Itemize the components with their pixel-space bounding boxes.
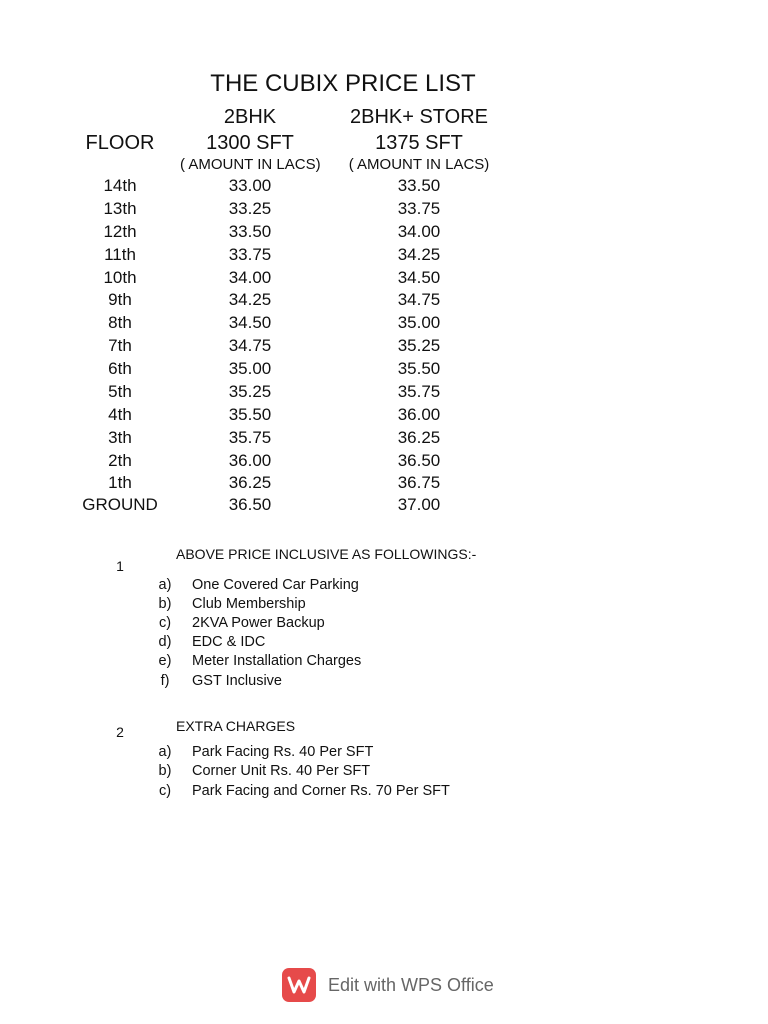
price-2bhk-cell: 35.00 [228, 359, 272, 378]
price-2bhk-store-cell: 36.00 [397, 405, 441, 424]
floor-cell: 5th [108, 382, 132, 401]
list-item-letter: f) [160, 673, 170, 689]
price-2bhk-store-cell: 36.25 [397, 428, 441, 447]
price-2bhk-cell: 36.00 [228, 451, 272, 470]
note-number: 2 [116, 724, 124, 740]
list-item [0, 673, 768, 692]
price-2bhk-store-cell: 34.25 [397, 245, 441, 264]
table-row [0, 336, 768, 359]
price-2bhk-store-cell: 35.25 [397, 336, 441, 355]
note-heading: EXTRA CHARGES [176, 718, 296, 734]
list-item-text: Club Membership [192, 596, 306, 612]
list-item [0, 763, 768, 782]
wps-watermark[interactable] [282, 968, 494, 1002]
list-item-letter: c) [158, 783, 172, 799]
list-item-text: 2KVA Power Backup [192, 615, 325, 631]
table-row [0, 451, 768, 474]
floor-cell: 13th [103, 199, 137, 218]
list-item-text: Park Facing and Corner Rs. 70 Per SFT [192, 783, 450, 799]
price-2bhk-cell: 36.50 [228, 495, 272, 514]
price-2bhk-cell: 33.50 [228, 222, 272, 241]
col-b-type: 2BHK+ STORE [349, 106, 489, 128]
floor-cell: 2th [108, 451, 132, 470]
floor-cell: 7th [108, 336, 132, 355]
list-item [0, 577, 768, 596]
list-item-letter: a) [158, 577, 172, 593]
floor-cell: GROUND [82, 495, 158, 514]
floor-cell: 10th [103, 268, 137, 287]
table-row [0, 268, 768, 291]
list-item-text: Corner Unit Rs. 40 Per SFT [192, 763, 371, 779]
table-row [0, 473, 768, 496]
col-a-area: 1300 SFT [206, 132, 294, 154]
col-b-unit: ( AMOUNT IN LACS) [348, 156, 490, 173]
price-2bhk-store-cell: 36.50 [397, 451, 441, 470]
list-item [0, 615, 768, 634]
list-item-letter: d) [158, 634, 172, 650]
list-item [0, 596, 768, 615]
floor-cell: 1th [108, 473, 132, 492]
floor-header: FLOOR [85, 132, 155, 154]
floor-cell: 14th [103, 176, 137, 195]
note-heading: ABOVE PRICE INCLUSIVE AS FOLLOWINGS:- [176, 546, 477, 562]
price-2bhk-store-cell: 35.00 [397, 313, 441, 332]
list-item-letter: e) [158, 653, 172, 669]
price-2bhk-store-cell: 36.75 [397, 473, 441, 492]
list-item-letter: a) [158, 744, 172, 760]
list-item-text: EDC & IDC [192, 634, 266, 650]
list-item-text: Meter Installation Charges [192, 653, 362, 669]
col-a-unit: ( AMOUNT IN LACS) [180, 156, 321, 173]
list-item-letter: b) [158, 763, 172, 779]
floor-cell: 4th [108, 405, 132, 424]
price-2bhk-cell: 33.25 [228, 199, 272, 218]
price-2bhk-store-cell: 35.75 [397, 382, 441, 401]
page-title: THE CUBIX PRICE LIST [210, 70, 476, 97]
table-row [0, 405, 768, 428]
price-2bhk-store-cell: 37.00 [397, 495, 441, 514]
table-row [0, 290, 768, 313]
price-2bhk-store-cell: 35.50 [397, 359, 441, 378]
floor-cell: 9th [108, 290, 132, 309]
floor-cell: 6th [108, 359, 132, 378]
wps-edit-label: Edit with WPS Office [328, 974, 494, 995]
col-b-area: 1375 SFT [375, 132, 463, 154]
price-2bhk-cell: 36.25 [228, 473, 272, 492]
price-2bhk-cell: 34.75 [228, 336, 272, 355]
table-row [0, 222, 768, 245]
list-item-text: Park Facing Rs. 40 Per SFT [192, 744, 374, 760]
price-2bhk-cell: 34.25 [228, 290, 272, 309]
list-item [0, 653, 768, 672]
price-2bhk-store-cell: 33.50 [397, 176, 441, 195]
floor-cell: 3th [108, 428, 132, 447]
price-2bhk-cell: 34.00 [228, 268, 272, 287]
table-row [0, 245, 768, 268]
price-2bhk-store-cell: 34.50 [397, 268, 441, 287]
table-row [0, 359, 768, 382]
note-number: 1 [116, 558, 124, 574]
table-row [0, 313, 768, 336]
floor-cell: 12th [103, 222, 137, 241]
price-2bhk-store-cell: 33.75 [397, 199, 441, 218]
list-item [0, 783, 768, 802]
price-2bhk-cell: 33.75 [228, 245, 272, 264]
table-row [0, 176, 768, 199]
list-item-text: One Covered Car Parking [192, 577, 359, 593]
list-item [0, 634, 768, 653]
list-item-letter: c) [158, 615, 172, 631]
price-2bhk-cell: 33.00 [228, 176, 272, 195]
price-2bhk-store-cell: 34.75 [397, 290, 441, 309]
floor-cell: 8th [108, 313, 132, 332]
price-2bhk-cell: 35.50 [228, 405, 272, 424]
list-item-letter: b) [158, 596, 172, 612]
price-2bhk-cell: 34.50 [228, 313, 272, 332]
table-row [0, 495, 768, 518]
price-2bhk-cell: 35.75 [228, 428, 272, 447]
wps-logo-icon [282, 968, 316, 1002]
price-2bhk-store-cell: 34.00 [397, 222, 441, 241]
floor-cell: 11th [104, 245, 136, 264]
col-a-type: 2BHK [223, 106, 277, 128]
table-row [0, 428, 768, 451]
list-item-text: GST Inclusive [192, 673, 282, 689]
price-2bhk-cell: 35.25 [228, 382, 272, 401]
table-row [0, 199, 768, 222]
list-item [0, 744, 768, 763]
table-row [0, 382, 768, 405]
